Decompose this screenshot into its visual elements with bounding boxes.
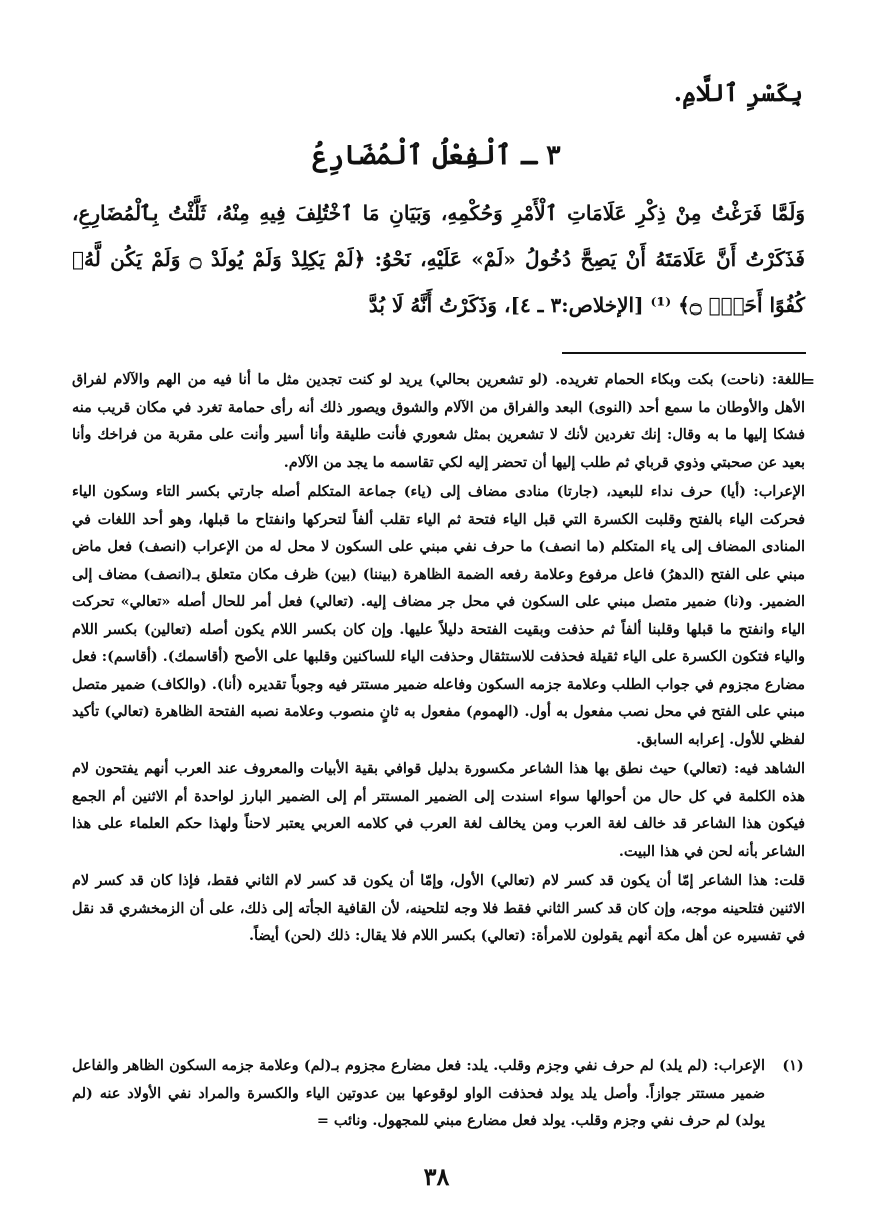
section-heading: ٣ ـ ٱلْفِعْلُ ٱلْمُضَارِعُ: [312, 140, 561, 171]
footnote-divider: [562, 352, 806, 354]
footnote-text: الإعراب: (لم يلد) لم حرف نفي وجزم وقلب. يلد: فعل مضارع مجزوم بـ(لم) وعلامة جزمه السكون الظاهر والفاعل ضمير مستتر جوازاً. وأصل يلد يولد فحذفت الواو لوقوعها بين عدوتين الياء والكسرة والمراد نفي الأولاد عنه (لم يولد) لم حرف نفي وجزم وقلب. يولد فعل مضارع مبني للمجهول. ونائب =: [72, 1057, 765, 1129]
page-number: ٣٨: [423, 1162, 450, 1191]
notes-section: [72, 366, 805, 950]
note-language: اللغة: (ناحت) بكت وبكاء الحمام تغريده. (لو تشعرين بحالي) يريد لو كنت تجدين مثل ما أنا فيه من الهم والآلام لفراق الأهل والأوطان ما سمع أحد (النوى) البعد والفراق من الآلام والشوق ويصور ذلك أنه رأى حمامة تغرد في مكان قريب منه فشكا إليها ما به وقال: إنك تغردين لأنك لا تشعرين بمثل شعوري فأنت طليقة وأنا أسير وأنت على مقربة من فراخك وأنا بعيد عن صحبتي وذوي قرباي ثم طلب إليها أن تحضر إليه لكي تقاسمه ما يجد من الآلام.: [72, 371, 805, 471]
note-comment: قلت: هذا الشاعر إمّا أن يكون قد كسر لام (تعالي) الأول، وإمّا أن يكون قد كسر لام الثاني فقط، فإذا كان قد كسر لام الاثنين فتلحينه موجه، وإن كان قد كسر الثاني فقط فلا وجه لتلحينه، لأن القافية الجأته إلى ذلك، على أن الزمخشري قد نقل في تفسيره عن أهل مكة أنهم يقولون للامرأة: (تعالي) بكسر اللام فلا يقال: ذلك (لحن) أيضاً.: [72, 872, 805, 944]
footnote-number: (١): [782, 1057, 804, 1074]
main-paragraph: وَلَمَّا فَرَغْتُ مِنْ ذِكْرِ عَلَامَاتِ ٱلْأَمْرِ وَحُكْمِهِ، وَبَيَانِ مَا ٱخْتُلِفَ فِيهِ مِنْهُ، ثَلَّثْتُ بِٱلْمُضَارِعِ، فَذَكَرْتُ أَنَّ عَلَامَتَهُ أَنْ يَصِحَّ دُخُولُ «لَمْ» عَلَيْهِ، نَحْوُ: ﴿لَمْ يَكِلِدْ وَلَمْ يُولَدْ ۝ وَلَمْ يَكُن لَّهُۥ كُفُوًا أَحَدٌۢ ۝﴾ ⁽¹⁾ [الإخلاص:٣ ـ ٤]، وَذَكَرْتُ أَنَّهُ لَا بُدَّ: [72, 201, 805, 317]
note-parsing: الإعراب: (أيا) حرف نداء للبعيد، (جارتا) منادى مضاف إلى (ياء) جماعة المتكلم أصله جارتي بكسر التاء وسكون الياء فحركت الياء بالفتح وقلبت الكسرة التي قبل الياء فتحة ثم الياء تقلب ألفاً لتحركها وانفتاح ما قبلها، وهو أحد اللغات في المنادى المضاف إلى ياء المتكلم (ما انصف) ما حرف نفي مبني على السكون لا محل له من الإعراب (انصف) فعل ماض مبني على الفتح (الدهرُ) فاعل مرفوع وعلامة رفعه الضمة الظاهرة (بيننا) (بين) ظرف مكان متعلق بـ(انصف) مضاف إلى الضمير. و(نا) ضمير متصل مبني على السكون في محل جر مضاف إليه. (تعالي) فعل أمر للحال أصله «تعالي» تحركت الياء وانفتح ما قبلها وقلبنا ألفاً ثم حذفت وبقيت الفتحة دليلاً عليها. وإن كان بكسر اللام يكون أصله (تعالين) بكسر اللام والياء فتكون الكسرة على الياء ثقيلة فحذفت للاستثقال وحذفت الياء للساكنين وقلبها على الأصح (أقاسمك). (أقاسم): فعل مضارع مجزوم في جواب الطلب وعلامة جزمه السكون وفاعله ضمير مستتر فيه وجوباً تقديره (أنا). (والكاف) ضمير متصل مبني على الفتح في محل نصب مفعول به أول. (الهموم) مفعول به ثانٍ منصوب وعلامة نصبه الفتحة الظاهرة (تعالي) تأكيد لفظي للأول. إعرابه السابق.: [72, 483, 805, 748]
continuation-mark: =: [802, 372, 815, 390]
note-evidence: الشاهد فيه: (تعالي) حيث نطق بها هذا الشاعر مكسورة بدليل قوافي بقية الأبيات والمعروف عند العرب أنهم يفتحون لام هذه الكلمة في كل حال من أحوالها سواء اسندت إلى الضمير المستتر أم إلى الضمير البارز لواحدة أم الاثنين أم الجمع فيكون هذا الشاعر قد خالف لغة العرب ومن يخالف لغة العرب في كلامه العربي يعتبر لاحناً ولهذا حكم العلماء على هذا الشاعر بأنه لحن في هذا البيت.: [72, 760, 805, 860]
continuation-line: بِكَسْرِ ٱللَّامِ.: [673, 78, 803, 107]
footnote: [72, 1052, 805, 1135]
